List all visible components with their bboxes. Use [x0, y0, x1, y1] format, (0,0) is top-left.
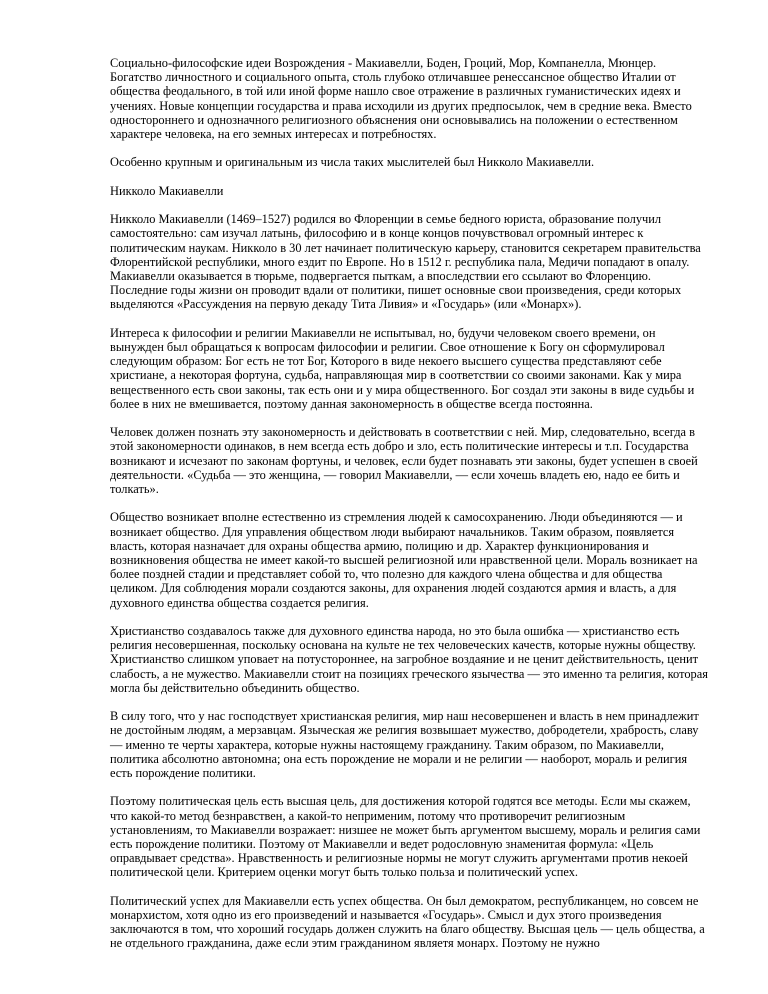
paragraph-fortune: Человек должен познать эту закономерность и действовать в соответствии с ней. Мир, следовательно, всегда в этой закономерности одинаков, в нем всегда есть добро и зло, есть политические интересы и т.п. Государства возникают и исчезают по законам фортуны, и человек, если будет познавать эти законы, будет успешен в своей деятельности. «Судьба — это женщина, — говорил Макиавелли, — если хочешь владеть ею, надо ее бить и толкать». — [110, 425, 698, 497]
paragraph-ends-means: Поэтому политическая цель есть высшая цель, для достижения которой годятся все методы. Если мы скажем, что какой-то метод безнравствен, а какой-то неприменим, потому что противоречит религиозным установлениям, то Макиавелли возражает: низшее не может быть аргументом высшему, мораль и религия сами есть порождение политики. Поэтому от Макиавелли и ведет родословную знаменитая формула: «Цель оправдывает средства». Нравственность и религиозные нормы не могут служить аргументами против некоей политической цели. Критерием оценки могут быть только польза и политический успех. — [110, 794, 701, 880]
section-heading: Никколо Макиавелли — [110, 183, 224, 198]
paragraph-intro: Социально-философские идеи Возрождения - Макиавелли, Боден, Гроций, Мор, Компанелла, Мюнцер. Богатство личностного и социального опыта, столь глубоко отличавшее ренессансное общество Италии от общества феодального, в той или иной форме нашло свое отражение в различных гуманистических идеях и учениях. Новые концепции государства и права исходили из других предпосылок, чем в средние века. Вместо одностороннего и однозначного религиозного объяснения они основывались на положении о естественном характере человека, на его земных интересах и потребностях. — [110, 56, 692, 142]
paragraph-christianity: Христианство создавалось также для духовного единства народа, но это была ошибка — христианство есть религия несовершенная, поскольку основана на культе не тех человеческих качеств, которые нужны обществу. Христианство слишком уповает на потустороннее, на загробное воздаяние и не ценит действительность, ценит слабость, а не мужество. Макиавелли стоит на позициях греческого язычества — это именно та религия, которая могла бы действительно объединить общество. — [110, 624, 708, 695]
paragraph-religion: Интереса к философии и религии Макиавелли не испытывал, но, будучи человеком своего времени, он вынужден был обращаться к вопросам философии и религии. Свое отношение к Богу он сформулировал следующим образом: Бог есть не тот Бог, Которого в виде некоего высшего существа представляют себе христиане, а некоторая фортуна, судьба, направляющая мир в соответствии со своими законами. Как у мира вещественного есть свои законы, так есть они и у мира общественного. Бог создал эти законы в виде судьбы и более в них не вмешивается, поэтому данная закономерность в обществе всегда постоянна. — [110, 325, 695, 411]
paragraph-success: Политический успех для Макиавелли есть успех общества. Он был демократом, республиканцем, но совсем не монархистом, хотя одно из его произведений и называется «Государь». Смысл и дух этого произведения заключаются в том, что хороший государь должен служить на благо обществу. Высшая цель — цель общества, а не отдельного гражданина, даже если этим гражданином являетя монарх. Поэтому не нужно — [110, 893, 705, 951]
paragraph-thinkers: Особенно крупным и оригинальным из числа таких мыслителей был Никколо Макиавелли. — [110, 155, 595, 170]
paragraph-politics: В силу того, что у нас господствует христианская религия, мир наш несовершенен и власть в нем принадлежит не достойным людям, а мерзавцам. Языческая же религия возвышает мужество, добродетели, храбрость, славу — именно те черты характера, которые нужны настоящему гражданину. Таким образом, по Макиавелли, политика абсолютно автономна; она есть порождение не морали и не религии — наоборот, мораль и религия есть порождение политики. — [110, 709, 699, 781]
paragraph-biography: Никколо Макиавелли (1469–1527) родился во Флоренции в семье бедного юриста, образование получил самостоятельно: сам изучал латынь, философию и в конце концов почувствовал огромный интерес к политическим наукам. Никколо в 30 лет начинает политическую карьеру, становится секретарем правительства Флорентийской республики, много ездит по Европе. Но в 1512 г. республика пала, Медичи попадают в опалу. Макиавелли оказывается в тюрьме, подвергается пыткам, а впоследствии его ссылают во Флоренцию. Последние годы жизни он проводит вдали от политики, пишет основные свои произведения, среди которых выделяются «Рассуждения на первую декаду Тита Ливия» и «Государь» (или «Монарх»). — [110, 212, 701, 312]
paragraph-society: Общество возникает вполне естественно из стремления людей к самосохранению. Люди объединяются — и возникает общество. Для управления обществом люди выбирают начальников. Таким образом, появляется власть, которая назначает для охраны общества армию, полицию и др. Характер функционирования и возникновения общества не имеет какой-то высшей религиозной или нравственной цели. Мораль возникает на более поздней стадии и представляет собой то, что полезно для каждого члена общества и для общества целиком. Для соблюдения морали создаются законы, для охранения людей создаются армия и власть, а для духовного единства общества создается религия. — [110, 510, 698, 610]
document-page — [110, 56, 710, 965]
